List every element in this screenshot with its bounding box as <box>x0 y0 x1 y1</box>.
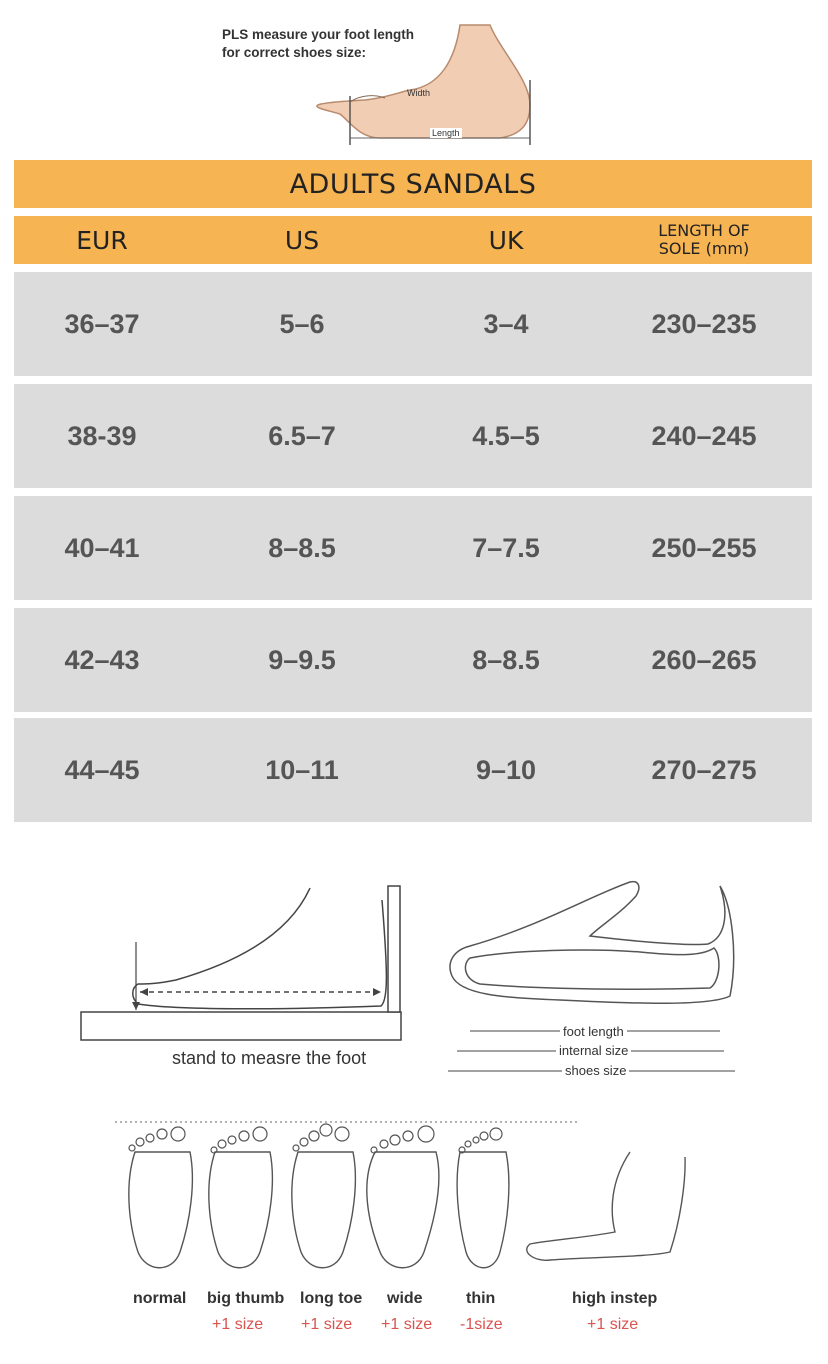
cell-uk: 7–7.5 <box>472 532 540 563</box>
header-sole-line-1: LENGTH OF <box>658 221 750 240</box>
stand-measure-diagram <box>76 880 406 1050</box>
header-sole-length <box>604 216 804 264</box>
table-row <box>14 384 812 488</box>
foot-length-label: foot length <box>560 1024 627 1039</box>
caption-line-1: PLS measure your foot length <box>222 27 415 42</box>
table-row <box>14 608 812 712</box>
cell-us: 10–11 <box>265 754 339 785</box>
table-row <box>14 718 812 822</box>
header-eur: EUR <box>76 225 128 255</box>
cell-sole: 270–275 <box>651 754 757 785</box>
size-note-wide: +1 size <box>381 1316 433 1333</box>
foot-types-illustration <box>110 1112 700 1287</box>
cell-uk: 4.5–5 <box>472 420 540 451</box>
foot-normal-outline <box>129 1152 193 1268</box>
cell-uk: 8–8.5 <box>472 644 540 675</box>
stand-label: stand to measre the foot <box>172 1048 367 1068</box>
cell-sole: 230–235 <box>651 308 757 339</box>
cell-uk: 9–10 <box>475 754 537 785</box>
foot-type-high-instep: high instep <box>572 1290 658 1307</box>
cell-us: 9–9.5 <box>268 644 336 675</box>
cell-eur: 42–43 <box>64 644 140 675</box>
shoes-size-label: shoes size <box>562 1063 629 1078</box>
internal-size-label: internal size <box>556 1043 631 1058</box>
foot-high-instep-outline <box>527 1152 685 1260</box>
measure-caption <box>222 26 414 62</box>
foot-type-normal: normal <box>133 1290 187 1307</box>
length-label: Length <box>432 128 460 138</box>
cell-us: 5–6 <box>279 308 325 339</box>
size-note-big-thumb: +1 size <box>212 1316 264 1333</box>
foot-wide-outline <box>367 1152 439 1268</box>
width-label: Width <box>407 88 431 98</box>
cell-eur: 40–41 <box>64 532 140 563</box>
size-note-high-instep: +1 size <box>587 1316 639 1333</box>
foot-type-wide: wide <box>387 1290 423 1307</box>
cell-eur: 44–45 <box>64 754 140 785</box>
cell-sole: 260–265 <box>651 644 757 675</box>
cell-us: 8–8.5 <box>268 532 336 563</box>
foot-type-big-thumb: big thumb <box>207 1290 285 1307</box>
foot-long-toe-outline <box>292 1152 356 1268</box>
foot-big-thumb-outline <box>209 1152 273 1268</box>
foot-type-thin: thin <box>466 1290 496 1307</box>
table-header-row <box>14 216 812 264</box>
cell-uk: 3–4 <box>483 308 529 339</box>
header-us: US <box>284 225 320 255</box>
cell-us: 6.5–7 <box>268 420 336 451</box>
header-sole-line-2: SOLE (mm) <box>658 239 750 258</box>
caption-line-2: for correct shoes size: <box>222 45 367 60</box>
size-note-thin: -1size <box>460 1316 503 1333</box>
table-title: ADULTS SANDALS <box>289 168 537 200</box>
foot-thin-outline <box>457 1152 509 1268</box>
cell-eur: 38-39 <box>67 420 137 451</box>
cell-sole: 250–255 <box>651 532 757 563</box>
header-uk: UK <box>488 225 524 255</box>
table-row <box>14 272 812 376</box>
table-row <box>14 496 812 600</box>
size-note-long-toe: +1 size <box>301 1316 353 1333</box>
foot-type-long-toe: long toe <box>300 1290 363 1307</box>
cell-eur: 36–37 <box>64 308 140 339</box>
table-title-bar <box>14 160 812 208</box>
cell-sole: 240–245 <box>651 420 757 451</box>
